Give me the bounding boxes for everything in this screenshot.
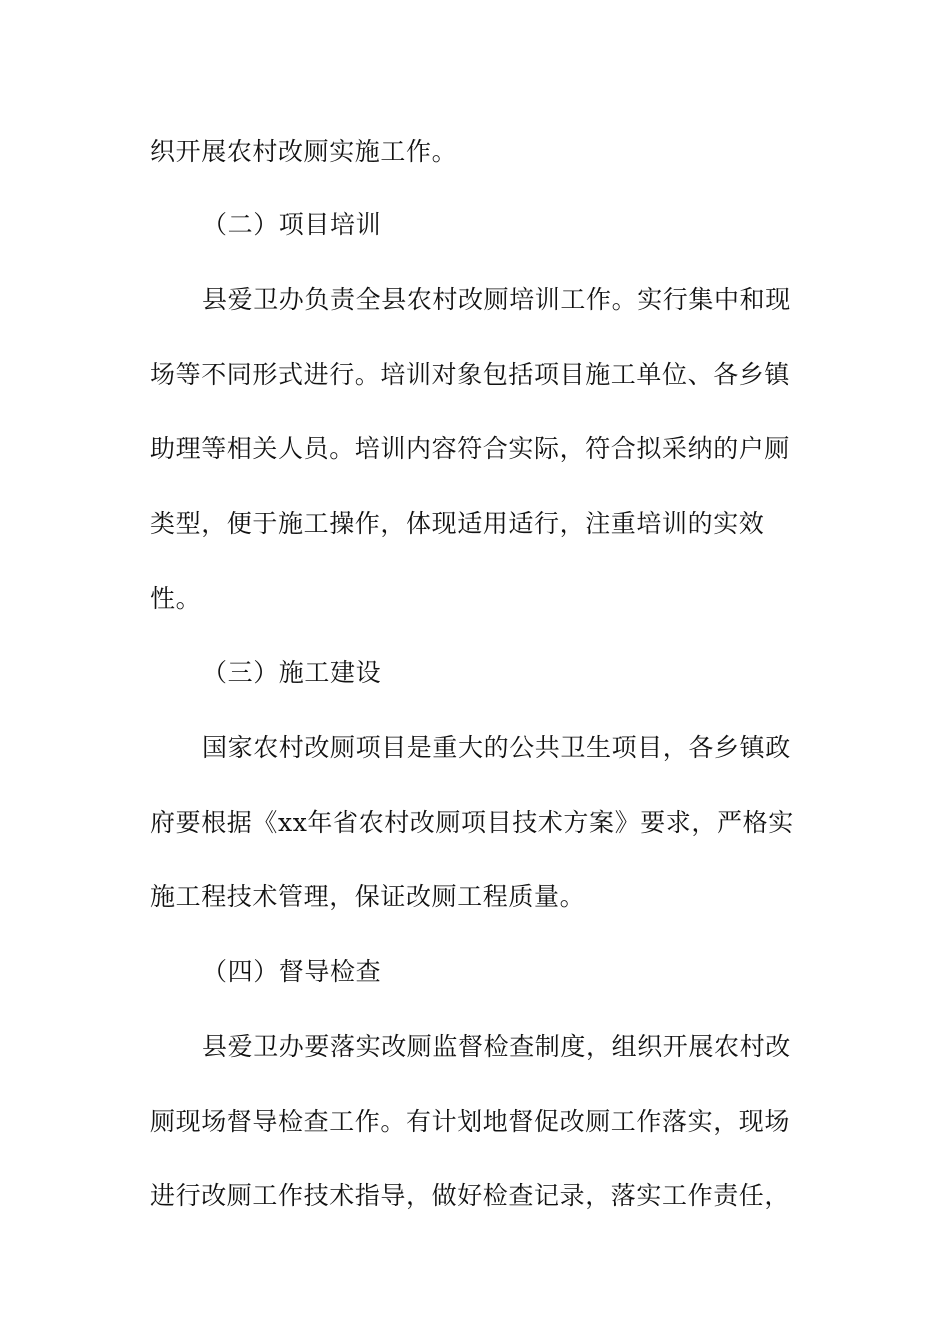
section-heading-2: （二）项目培训 [202,210,382,239]
paragraph-line: 类型，便于施工操作，体现适用适行，注重培训的实效 [150,509,765,538]
paragraph-line: 厕现场督导检查工作。有计划地督促改厕工作落实，现场 [150,1107,791,1136]
paragraph-line: 县爱卫办负责全县农村改厕培训工作。实行集中和现 [202,285,791,314]
section-heading-4: （四）督导检查 [202,957,382,986]
paragraph-line: 织开展农村改厕实施工作。 [150,137,458,166]
paragraph-line: 县爱卫办要落实改厕监督检查制度，组织开展农村改 [202,1032,791,1061]
paragraph-line: 助理等相关人员。培训内容符合实际，符合拟采纳的户厕 [150,434,791,463]
paragraph-line: 进行改厕工作技术指导，做好检查记录，落实工作责任， [150,1181,791,1210]
paragraph-line: 性。 [150,584,202,613]
section-heading-3: （三）施工建设 [202,658,382,687]
paragraph-line: 府要根据《xx年省农村改厕项目技术方案》要求，严格实 [150,808,794,837]
paragraph-line: 场等不同形式进行。培训对象包括项目施工单位、各乡镇 [150,360,791,389]
paragraph-line: 施工程技术管理，保证改厕工程质量。 [150,882,586,911]
paragraph-line: 国家农村改厕项目是重大的公共卫生项目，各乡镇政 [202,733,791,762]
